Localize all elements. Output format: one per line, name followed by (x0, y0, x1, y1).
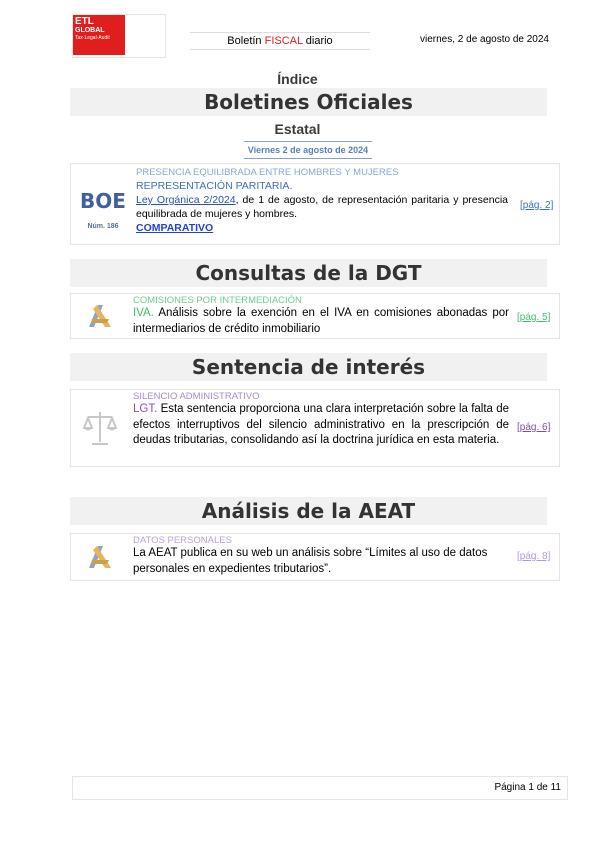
boe-category: PRESENCIA EQUILIBRADA ENTRE HOMBRES Y MUJERES (136, 167, 399, 178)
section-boletines: Boletines Oficiales (70, 88, 547, 116)
dgt-text-body: Análisis sobre la exención en el IVA en comisiones abonadas por intermediarios de crédito inmobiliario (133, 307, 509, 335)
section-aeat: Análisis de la AEAT (70, 497, 547, 525)
section-sentencia: Sentencia de interés (70, 353, 547, 381)
index-title: Índice (277, 71, 318, 87)
aeat-logo-icon (83, 299, 117, 333)
logo-sub-text: Tax·Legal·Audit (75, 35, 110, 41)
entry-aeat (70, 533, 560, 581)
boe-logo-text: BOE (80, 188, 126, 213)
boe-text (136, 193, 508, 221)
section-dgt: Consultas de la DGT (70, 259, 547, 287)
aeat-icon-2 (71, 534, 129, 580)
entry-dgt (70, 293, 560, 339)
bulletin-fiscal: FISCAL (264, 35, 303, 47)
aeat-page-link[interactable]: [pág. 8] (517, 551, 551, 562)
comparativo-link[interactable]: COMPARATIVO (136, 222, 214, 234)
footer (72, 776, 568, 800)
bulletin-suffix: diario (302, 35, 333, 47)
sentencia-category: SILENCIO ADMINISTRATIVO (133, 391, 260, 402)
estatal-date: Viernes 2 de agosto de 2024 (244, 141, 372, 159)
scales-icon (71, 390, 129, 466)
etl-logo (72, 14, 166, 58)
boe-text-body: , de 1 de agosto, de representación paritaria y presencia equilibrada de mujeres y hombres. (136, 194, 508, 220)
scales-of-justice-icon (82, 408, 118, 448)
sentencia-text (133, 402, 509, 449)
boe-title: REPRESENTACIÓN PARITARIA. (136, 180, 293, 192)
aeat-text: La AEAT publica en su web un análisis sobre “Límites al uso de datos personales en expedientes tributarios”. (133, 547, 488, 575)
aeat-category: DATOS PERSONALES (133, 535, 232, 546)
aeat-logo-icon (83, 540, 117, 574)
bulletin-title (190, 32, 370, 50)
entry-sentencia (70, 389, 560, 467)
logo-mid-text: GLOBAL (75, 27, 105, 34)
boe-number: Núm. 186 (87, 222, 119, 230)
dgt-category: COMISIONES POR INTERMEDIACIÓN (133, 295, 302, 306)
logo-top-text: ETL (75, 16, 94, 27)
sentencia-page-link[interactable]: [pág. 6] (517, 422, 551, 433)
sentencia-text-body: Esta sentencia proporciona una clara interpretación sobre la falta de efectos interruptivos del silencio administrativo en la prescripción de deudas tributarias, consolidando así la doctrina jurídica en esta materia. (133, 403, 509, 446)
aeat-icon (71, 294, 129, 338)
bulletin-prefix: Boletín (227, 35, 265, 47)
dgt-text (133, 306, 509, 337)
page-number: Página 1 de 11 (494, 782, 561, 793)
dgt-lead: IVA. (133, 307, 154, 319)
dgt-page-link[interactable]: [pág. 5] (517, 312, 551, 323)
sentencia-lead: LGT. (133, 403, 158, 415)
boe-page-link[interactable]: [pág. 2] (520, 200, 554, 211)
boe-law-link[interactable]: Ley Orgánica 2/2024 (136, 194, 236, 206)
boe-logo-icon (79, 179, 127, 221)
header-date: viernes, 2 de agosto de 2024 (420, 34, 549, 45)
boe-icon (71, 164, 135, 244)
entry-boe (70, 163, 560, 245)
subsection-estatal: Estatal (274, 121, 321, 137)
